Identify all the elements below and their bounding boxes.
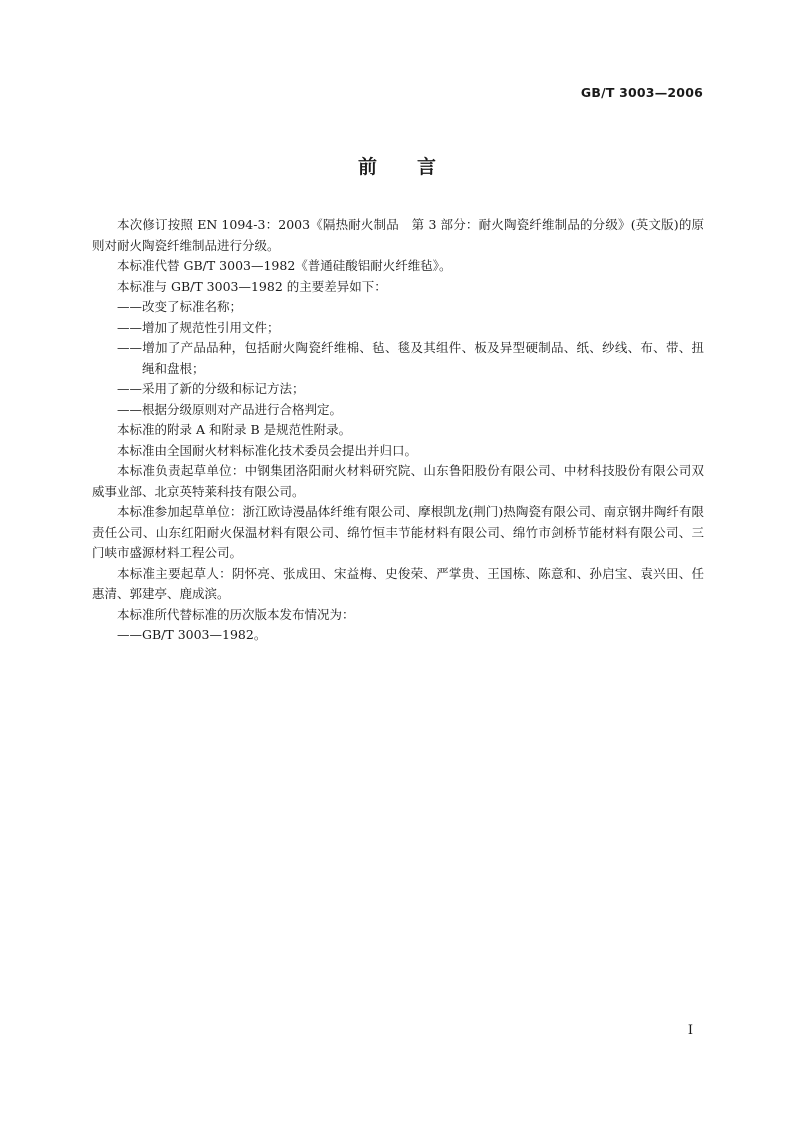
list-item-conformity: ——根据分级原则对产品进行合格判定。 — [117, 401, 343, 417]
paragraph-lead-drafters: 本标准负责起草单位：中钢集团洛阳耐火材料研究院、山东鲁阳股份有限公司、中材科技股份有限公司双威事业部、北京英特莱科技有限公司。 — [92, 463, 704, 499]
paragraph-revision-basis: 本次修订按照 EN 1094-3：2003《隔热耐火制品 第 3 部分：耐火陶瓷纤维制品的分级》(英文版)的原则对耐火陶瓷纤维制品进行分级。 — [92, 217, 704, 253]
paragraph-replaces: 本标准代替 GB/T 3003—1982《普通硅酸铝耐火纤维毡》。 — [117, 258, 452, 273]
list-item-normative-refs: ——增加了规范性引用文件； — [117, 319, 280, 335]
list-item-classification: ——采用了新的分级和标记方法； — [117, 381, 305, 396]
list-item-history-version: ——GB/T 3003—1982。 — [117, 627, 267, 642]
paragraph-committee: 本标准由全国耐火材料标准化技术委员会提出并归口。 — [117, 442, 418, 458]
page-number: I — [687, 1023, 693, 1038]
paragraph-main-drafters: 本标准主要起草人：阴怀亮、张成田、宋益梅、史俊荣、严掌贵、王国栋、陈意和、孙启宝、袁兴田、任惠清、郭建亭、鹿成滨。 — [92, 565, 704, 601]
list-item-product-varieties: ——增加了产品品种，包括耐火陶瓷纤维棉、毡、毯及其组件、板及异型硬制品、纸、纱线、布、带、扭绳和盘根； — [117, 340, 704, 376]
standard-code: GB/T 3003—2006 — [580, 85, 703, 100]
paragraph-differences-intro: 本标准与 GB/T 3003—1982 的主要差异如下： — [117, 278, 387, 294]
page-title: 前言 — [357, 156, 476, 178]
paragraph-participating-drafters: 本标准参加起草单位：浙江欧诗漫晶体纤维有限公司、摩根凯龙(荆门)热陶瓷有限公司、南京钢井陶纤有限责任公司、山东红阳耐火保温材料有限公司、绵竹恒丰节能材料有限公司、绵竹市剑桥节能材料有限公司、三门峡市盛源材料工程公司。 — [92, 504, 704, 560]
foreword-body — [92, 215, 704, 646]
paragraph-annexes: 本标准的附录 A 和附录 B 是规范性附录。 — [117, 422, 352, 437]
paragraph-history-intro: 本标准所代替标准的历次版本发布情况为： — [117, 606, 355, 622]
list-item-name-changed: ——改变了标准名称； — [117, 299, 243, 314]
